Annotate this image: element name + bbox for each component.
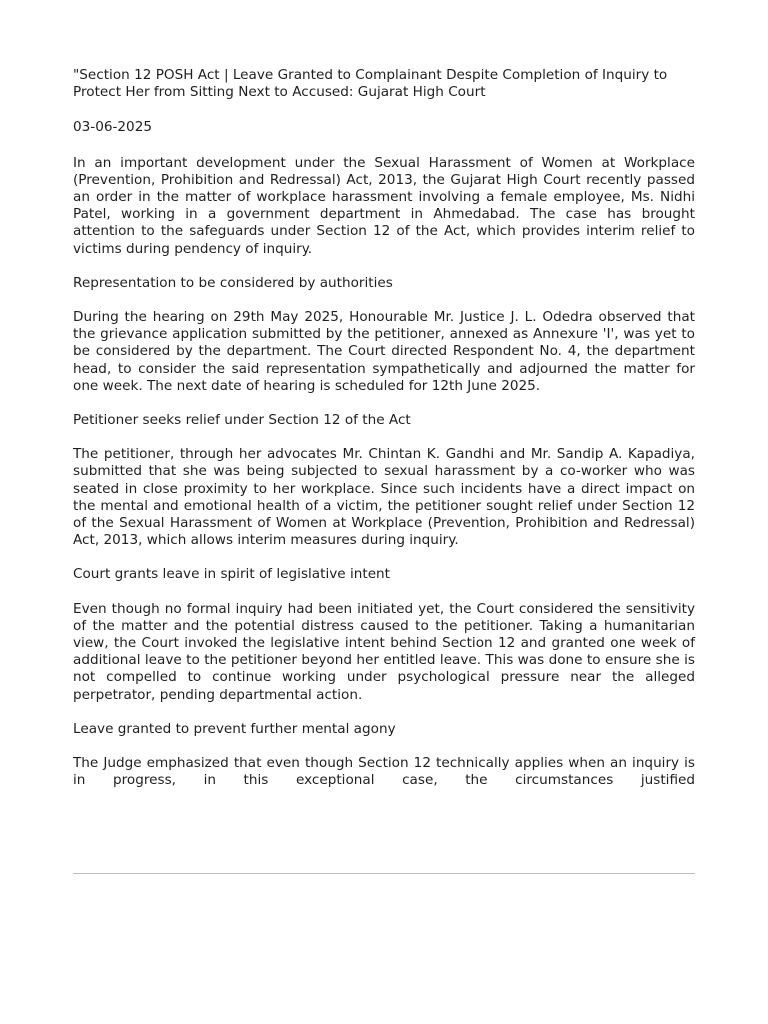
section-body-mental-agony: The Judge emphasized that even though Section 12 technically applies when an inquiry is in progress, in this exceptional case, the circumstances justified	[73, 755, 695, 789]
section-body-petitioner-relief: The petitioner, through her advocates Mr. Chintan K. Gandhi and Mr. Sandip A. Kapadiya, submitted that she was being subjected to sexual harassment by a co-worker who was seated in close proximity to her workplace. Since such incidents have a direct impact on the mental and emotional health of a victim, the petitioner sought relief under Section 12 of the Sexual Harassment of Women at Workplace (Prevention, Prohibition and Redressal) Act, 2013, which allows interim measures during inquiry.	[73, 446, 695, 549]
article-date: 03-06-2025	[73, 119, 153, 136]
section-heading-petitioner-relief: Petitioner seeks relief under Section 12 of the Act	[73, 412, 411, 429]
section-body-court-grants-leave: Even though no formal inquiry had been initiated yet, the Court considered the sensitivity of the matter and the potential distress caused to the petitioner. Taking a humanitarian view, the Court invoked the legislative intent behind Section 12 and granted one week of additional leave to the petitioner beyond her entitled leave. This was done to ensure she is not compelled to continue working under psychological pressure near the alleged perpetrator, pending departmental action.	[73, 600, 695, 703]
section-heading-representation: Representation to be considered by authorities	[73, 274, 393, 291]
article-title: "Section 12 POSH Act | Leave Granted to Complainant Despite Completion of Inquiry to Protect Her from Sitting Next to Accused: Gujarat High Court	[73, 67, 668, 101]
intro-paragraph: In an important development under the Sexual Harassment of Women at Workplace (Prevention, Prohibition and Redressal) Act, 2013, the Gujarat High Court recently passed an order in the matter of workplace harassment involving a female employee, Ms. Nidhi Patel, working in a government department in Ahmedabad. The case has brought attention to the safeguards under Section 12 of the Act, which provides interim relief to victims during pendency of inquiry.	[73, 154, 695, 257]
section-heading-court-grants-leave: Court grants leave in spirit of legislative intent	[73, 566, 391, 583]
section-heading-mental-agony: Leave granted to prevent further mental agony	[73, 720, 396, 737]
section-body-representation: During the hearing on 29th May 2025, Honourable Mr. Justice J. L. Odedra observed that the grievance application submitted by the petitioner, annexed as Annexure 'I', was yet to be considered by the department. The Court directed Respondent No. 4, the department head, to consider the said representation sympathetically and adjourned the matter for one week. The next date of hearing is scheduled for 12th June 2025.	[73, 309, 695, 394]
page-divider	[73, 873, 695, 874]
article	[73, 67, 695, 790]
